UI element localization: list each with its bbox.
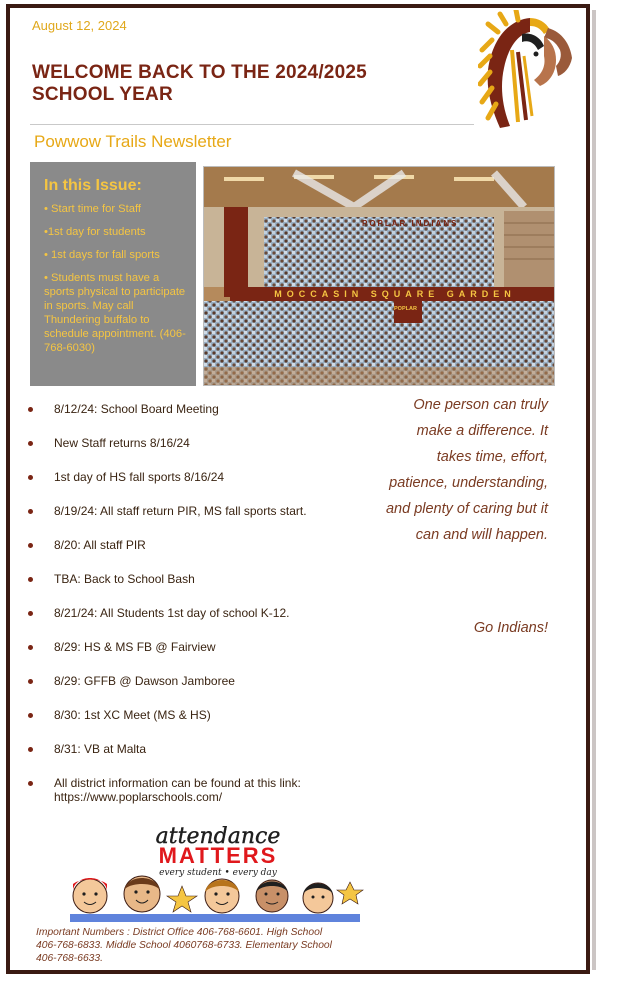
attendance-matters-graphic [50, 826, 380, 922]
children-illustration-icon [70, 876, 363, 922]
list-item: 8/21/24: All Students 1st day of school K-12. [26, 606, 376, 640]
newsletter-name: Powwow Trails Newsletter [34, 132, 232, 151]
gym-banner-label: MOCCASIN SQUARE GARDEN [274, 289, 516, 299]
list-item: New Staff returns 8/16/24 [26, 436, 376, 470]
bullet-icon [28, 441, 33, 446]
issue-item: •1st day for students [44, 226, 146, 238]
list-item: 8/31: VB at Malta [26, 742, 376, 776]
events-list [26, 402, 376, 820]
list-item [26, 776, 376, 820]
important-numbers: Important Numbers : District Office 406-768-6601. High School 406-768-6833. Middle School 4060768-6733. Elementary School 406-768-6633. [36, 927, 332, 964]
bullet-icon [28, 509, 33, 514]
title-divider [30, 124, 474, 125]
bullet-icon [28, 781, 33, 786]
newsletter-date: August 12, 2024 [32, 18, 127, 33]
quote-closing: Go Indians! [473, 620, 548, 636]
bullet-icon [28, 577, 33, 582]
list-item: 8/29: GFFB @ Dawson Jamboree [26, 674, 376, 708]
list-item: 8/12/24: School Board Meeting [26, 402, 376, 436]
inspirational-quote: One person can truly make a difference. It takes time, effort, patience, understanding, and plenty of caring but it can and will happen. [385, 397, 548, 543]
page-shadow [592, 10, 596, 970]
chief-headdress-logo-icon [478, 10, 582, 130]
in-this-issue-box [30, 162, 196, 386]
bullet-icon [28, 679, 33, 684]
issue-heading: In this Issue: [44, 177, 142, 194]
page-title: WELCOME BACK TO THE 2024/2025 SCHOOL YEAR [32, 62, 367, 105]
list-item: 1st day of HS fall sports 8/16/24 [26, 470, 376, 504]
matters-word: MATTERS [158, 843, 278, 868]
bullet-icon [28, 747, 33, 752]
list-item: 8/29: HS & MS FB @ Fairview [26, 640, 376, 674]
issue-item: • 1st days for fall sports [44, 249, 160, 261]
bullet-icon [28, 713, 33, 718]
bullet-icon [28, 645, 33, 650]
bullet-icon [28, 475, 33, 480]
list-item: 8/19/24: All staff return PIR, MS fall sports start. [26, 504, 376, 538]
list-item: 8/20: All staff PIR [26, 538, 376, 572]
every-student-tagline: every student • every day [159, 868, 277, 878]
attendance-word: attendance [155, 826, 281, 849]
issue-item: • Start time for Staff [44, 203, 141, 215]
gym-flag-label: POPLAR [394, 306, 417, 312]
gym-group-photo [203, 166, 555, 386]
bullet-icon [28, 611, 33, 616]
district-link[interactable]: All district information can be found at this link: https://www.poplarschools.com/ [54, 776, 301, 804]
issue-item: • Students must have a sports physical to participate in sports. May call Thundering buffalo to schedule appointment. (406-768-6030) [44, 272, 186, 354]
gym-wall-label: POPLAR INDIANS [362, 219, 459, 228]
bullet-icon [28, 407, 33, 412]
list-item: 8/30: 1st XC Meet (MS & HS) [26, 708, 376, 742]
list-item: TBA: Back to School Bash [26, 572, 376, 606]
bullet-icon [28, 543, 33, 548]
